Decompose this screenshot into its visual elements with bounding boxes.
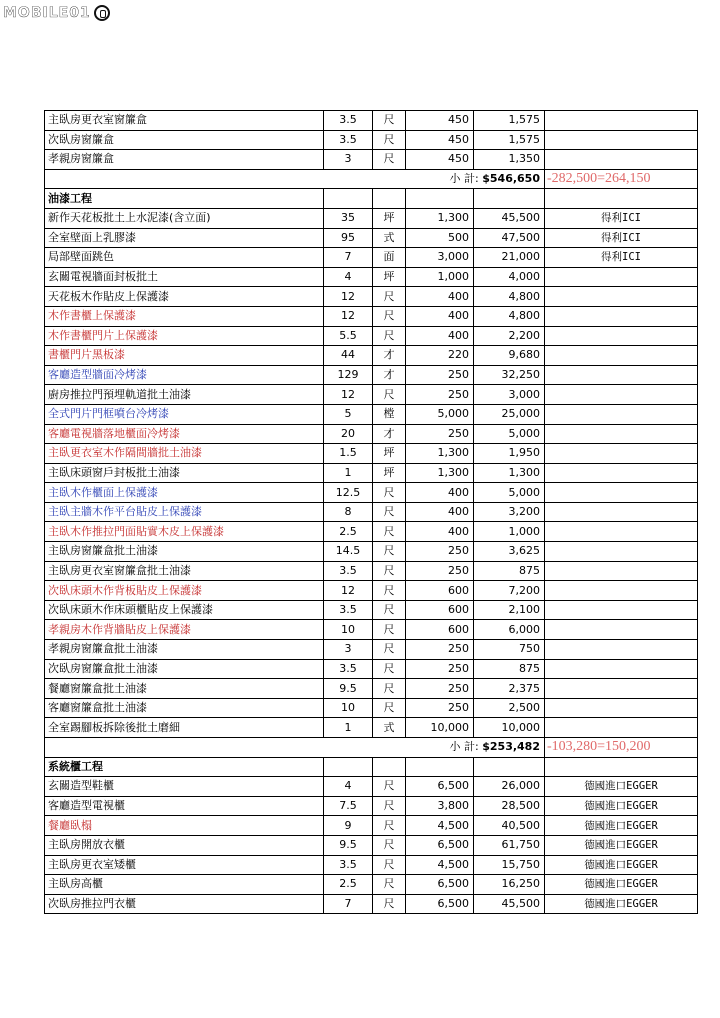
section-header-row: [45, 189, 698, 209]
item-unit: 尺: [373, 522, 406, 542]
item-note: 德國進口EGGER: [545, 835, 698, 855]
item-note: [545, 561, 698, 581]
item-unit-price: 250: [406, 561, 474, 581]
item-note: [545, 620, 698, 640]
item-unit-price: 400: [406, 502, 474, 522]
item-quantity: 129: [324, 365, 373, 385]
item-unit-price: 3,800: [406, 796, 474, 816]
item-amount: 2,100: [474, 600, 545, 620]
item-quantity: 44: [324, 346, 373, 366]
item-note: [545, 502, 698, 522]
quotation-table: [44, 110, 698, 914]
item-name: 主臥房窗簾盒批土油漆: [45, 542, 324, 562]
item-unit-price: 250: [406, 385, 474, 405]
item-amount: 6,000: [474, 620, 545, 640]
item-amount: 47,500: [474, 228, 545, 248]
table-row: [45, 463, 698, 483]
item-unit-price: 6,500: [406, 777, 474, 797]
table-row: [45, 444, 698, 464]
item-quantity: 2.5: [324, 875, 373, 895]
item-amount: 28,500: [474, 796, 545, 816]
item-name: 主臥房更衣室窗簾盒: [45, 111, 324, 131]
handwritten-calculation: -282,500=264,150: [545, 169, 698, 189]
item-amount: 4,000: [474, 267, 545, 287]
table-row: [45, 150, 698, 170]
item-quantity: 1.5: [324, 444, 373, 464]
item-unit: 尺: [373, 581, 406, 601]
item-note: 德國進口EGGER: [545, 875, 698, 895]
item-unit-price: 400: [406, 483, 474, 503]
subtotal-value: $253,482: [482, 740, 540, 754]
section-header-row: [45, 757, 698, 777]
item-quantity: 9: [324, 816, 373, 836]
item-unit-price: 600: [406, 581, 474, 601]
item-note: [545, 306, 698, 326]
item-name: 新作天花板批土上水泥漆(含立面): [45, 208, 324, 228]
item-unit: 尺: [373, 855, 406, 875]
item-name: 木作書櫃上保護漆: [45, 306, 324, 326]
item-quantity: 4: [324, 267, 373, 287]
item-note: [545, 326, 698, 346]
item-unit-price: 6,500: [406, 894, 474, 914]
item-amount: 45,500: [474, 208, 545, 228]
item-unit: 尺: [373, 561, 406, 581]
item-quantity: 10: [324, 698, 373, 718]
item-note: 得利ICI: [545, 228, 698, 248]
item-note: [545, 150, 698, 170]
item-quantity: 3.5: [324, 111, 373, 131]
item-quantity: 12: [324, 306, 373, 326]
table-row: [45, 404, 698, 424]
item-name: 玄關電視牆面封板批土: [45, 267, 324, 287]
item-unit-price: 1,300: [406, 463, 474, 483]
item-note: [545, 424, 698, 444]
item-note: [545, 444, 698, 464]
item-name: 客廳造型電視櫃: [45, 796, 324, 816]
item-unit-price: 10,000: [406, 718, 474, 738]
mobile01-logo: [3, 2, 110, 24]
item-name: 主臥主牆木作平台貼皮上保護漆: [45, 502, 324, 522]
item-name: 餐廳臥榻: [45, 816, 324, 836]
item-unit: 尺: [373, 777, 406, 797]
table-row: [45, 835, 698, 855]
item-name: 玄關造型鞋櫃: [45, 777, 324, 797]
item-unit: 尺: [373, 150, 406, 170]
item-unit-price: 6,500: [406, 835, 474, 855]
item-unit: 坪: [373, 463, 406, 483]
item-unit-price: 5,000: [406, 404, 474, 424]
item-quantity: 3.5: [324, 659, 373, 679]
item-name: 全室踢腳板拆除後批土磨細: [45, 718, 324, 738]
item-amount: 32,250: [474, 365, 545, 385]
table-row: [45, 894, 698, 914]
item-note: 德國進口EGGER: [545, 796, 698, 816]
logo-text: MOBILE01: [3, 5, 91, 21]
item-quantity: 10: [324, 620, 373, 640]
item-unit: 尺: [373, 326, 406, 346]
item-quantity: 1: [324, 463, 373, 483]
table-row: [45, 620, 698, 640]
item-quantity: 20: [324, 424, 373, 444]
item-amount: 15,750: [474, 855, 545, 875]
empty-cell: [545, 189, 698, 209]
item-amount: 750: [474, 640, 545, 660]
item-name: 次臥床頭木作背板貼皮上保護漆: [45, 581, 324, 601]
item-quantity: 2.5: [324, 522, 373, 542]
item-quantity: 35: [324, 208, 373, 228]
item-note: [545, 522, 698, 542]
item-unit: 尺: [373, 659, 406, 679]
item-unit: 才: [373, 365, 406, 385]
item-unit: 式: [373, 228, 406, 248]
item-amount: 1,350: [474, 150, 545, 170]
item-quantity: 5: [324, 404, 373, 424]
table-row: [45, 875, 698, 895]
item-unit: 才: [373, 346, 406, 366]
item-amount: 3,200: [474, 502, 545, 522]
item-note: [545, 698, 698, 718]
item-quantity: 12.5: [324, 483, 373, 503]
item-amount: 5,000: [474, 483, 545, 503]
item-unit-price: 250: [406, 542, 474, 562]
item-quantity: 12: [324, 385, 373, 405]
empty-cell: [545, 757, 698, 777]
table-row: [45, 130, 698, 150]
item-quantity: 3: [324, 150, 373, 170]
item-unit-price: 250: [406, 640, 474, 660]
item-note: [545, 130, 698, 150]
item-quantity: 7: [324, 894, 373, 914]
table-row: [45, 111, 698, 131]
subtotal-cell: [45, 169, 545, 189]
item-amount: 16,250: [474, 875, 545, 895]
item-amount: 875: [474, 659, 545, 679]
item-name: 主臥房開放衣櫃: [45, 835, 324, 855]
item-unit-price: 1,300: [406, 444, 474, 464]
item-name: 書櫃門片黑板漆: [45, 346, 324, 366]
item-amount: 4,800: [474, 306, 545, 326]
item-amount: 875: [474, 561, 545, 581]
item-quantity: 9.5: [324, 835, 373, 855]
item-unit-price: 450: [406, 111, 474, 131]
item-name: 孝親房窗簾盒: [45, 150, 324, 170]
item-amount: 1,575: [474, 130, 545, 150]
item-note: [545, 679, 698, 699]
item-quantity: 5.5: [324, 326, 373, 346]
item-quantity: 12: [324, 287, 373, 307]
item-unit: 尺: [373, 796, 406, 816]
item-amount: 1,575: [474, 111, 545, 131]
item-note: 德國進口EGGER: [545, 816, 698, 836]
table-row: [45, 600, 698, 620]
item-name: 全式門片門框噴台冷烤漆: [45, 404, 324, 424]
table-row: [45, 287, 698, 307]
item-unit-price: 3,000: [406, 248, 474, 268]
table-row: [45, 385, 698, 405]
item-unit: 尺: [373, 640, 406, 660]
item-quantity: 3: [324, 640, 373, 660]
item-unit: 坪: [373, 208, 406, 228]
item-quantity: 95: [324, 228, 373, 248]
item-unit-price: 4,500: [406, 855, 474, 875]
table-row: [45, 208, 698, 228]
item-unit: 尺: [373, 600, 406, 620]
table-row: [45, 346, 698, 366]
item-unit: 尺: [373, 287, 406, 307]
item-unit: 尺: [373, 130, 406, 150]
item-note: 德國進口EGGER: [545, 894, 698, 914]
item-unit-price: 450: [406, 130, 474, 150]
table-row: [45, 561, 698, 581]
item-name: 孝親房木作背牆貼皮上保護漆: [45, 620, 324, 640]
item-quantity: 7: [324, 248, 373, 268]
table-row: [45, 796, 698, 816]
item-name: 主臥房高櫃: [45, 875, 324, 895]
item-unit: 樘: [373, 404, 406, 424]
item-amount: 21,000: [474, 248, 545, 268]
item-quantity: 14.5: [324, 542, 373, 562]
item-name: 餐廳窗簾盒批土油漆: [45, 679, 324, 699]
item-unit: 才: [373, 424, 406, 444]
item-amount: 2,500: [474, 698, 545, 718]
item-name: 主臥床頭窗戶封板批土油漆: [45, 463, 324, 483]
item-unit: 式: [373, 718, 406, 738]
item-quantity: 3.5: [324, 600, 373, 620]
item-unit-price: 250: [406, 365, 474, 385]
item-quantity: 1: [324, 718, 373, 738]
item-amount: 26,000: [474, 777, 545, 797]
item-amount: 2,200: [474, 326, 545, 346]
table-row: [45, 267, 698, 287]
item-unit: 尺: [373, 875, 406, 895]
item-amount: 1,000: [474, 522, 545, 542]
item-name: 次臥房窗簾盒: [45, 130, 324, 150]
item-unit-price: 450: [406, 150, 474, 170]
item-amount: 40,500: [474, 816, 545, 836]
section-title: 油漆工程: [45, 189, 324, 209]
item-quantity: 3.5: [324, 561, 373, 581]
item-name: 主臥木作推拉門面貼實木皮上保護漆: [45, 522, 324, 542]
item-name: 孝親房窗簾盒批土油漆: [45, 640, 324, 660]
item-unit: 尺: [373, 620, 406, 640]
table-row: [45, 502, 698, 522]
item-name: 客廳造型牆面冷烤漆: [45, 365, 324, 385]
empty-cell: [474, 189, 545, 209]
item-quantity: 7.5: [324, 796, 373, 816]
item-unit-price: 600: [406, 620, 474, 640]
item-unit-price: 220: [406, 346, 474, 366]
item-amount: 10,000: [474, 718, 545, 738]
item-unit-price: 500: [406, 228, 474, 248]
item-unit-price: 400: [406, 522, 474, 542]
item-name: 主臥木作櫃面上保護漆: [45, 483, 324, 503]
table-row: [45, 522, 698, 542]
empty-cell: [474, 757, 545, 777]
item-amount: 61,750: [474, 835, 545, 855]
item-amount: 1,300: [474, 463, 545, 483]
item-name: 客廳電視牆落地櫃面冷烤漆: [45, 424, 324, 444]
item-note: 得利ICI: [545, 208, 698, 228]
table-row: [45, 228, 698, 248]
item-quantity: 4: [324, 777, 373, 797]
item-unit: 尺: [373, 306, 406, 326]
item-unit: 尺: [373, 894, 406, 914]
item-name: 局部壁面跳色: [45, 248, 324, 268]
item-unit: 尺: [373, 385, 406, 405]
item-unit-price: 400: [406, 306, 474, 326]
empty-cell: [324, 757, 373, 777]
item-note: [545, 267, 698, 287]
item-note: [545, 287, 698, 307]
table-row: [45, 483, 698, 503]
item-unit-price: 250: [406, 659, 474, 679]
subtotal-row: [45, 738, 698, 758]
empty-cell: [406, 757, 474, 777]
item-name: 主臥房更衣室矮櫃: [45, 855, 324, 875]
item-amount: 45,500: [474, 894, 545, 914]
item-unit: 面: [373, 248, 406, 268]
subtotal-cell: [45, 738, 545, 758]
item-note: 德國進口EGGER: [545, 777, 698, 797]
item-amount: 7,200: [474, 581, 545, 601]
item-unit: 尺: [373, 835, 406, 855]
table-row: [45, 581, 698, 601]
item-unit: 坪: [373, 267, 406, 287]
item-unit: 尺: [373, 111, 406, 131]
table-row: [45, 718, 698, 738]
item-name: 次臥床頭木作床頭櫃貼皮上保護漆: [45, 600, 324, 620]
item-quantity: 8: [324, 502, 373, 522]
item-note: [545, 483, 698, 503]
item-unit: 尺: [373, 816, 406, 836]
item-unit-price: 250: [406, 424, 474, 444]
item-quantity: 3.5: [324, 855, 373, 875]
item-note: [545, 463, 698, 483]
item-note: 德國進口EGGER: [545, 855, 698, 875]
item-name: 天花板木作貼皮上保護漆: [45, 287, 324, 307]
item-unit: 尺: [373, 679, 406, 699]
item-unit-price: 6,500: [406, 875, 474, 895]
table-row: [45, 326, 698, 346]
table-row: [45, 248, 698, 268]
item-unit: 尺: [373, 542, 406, 562]
item-note: [545, 404, 698, 424]
table-row: [45, 365, 698, 385]
item-amount: 2,375: [474, 679, 545, 699]
item-name: 次臥房窗簾盒批土油漆: [45, 659, 324, 679]
item-note: [545, 718, 698, 738]
empty-cell: [324, 189, 373, 209]
table-row: [45, 816, 698, 836]
subtotal-label: 小 計:: [449, 740, 479, 754]
empty-cell: [373, 189, 406, 209]
item-amount: 3,000: [474, 385, 545, 405]
table-row: [45, 777, 698, 797]
item-name: 客廳窗簾盒批土油漆: [45, 698, 324, 718]
item-unit-price: 400: [406, 326, 474, 346]
item-unit-price: 4,500: [406, 816, 474, 836]
item-note: 得利ICI: [545, 248, 698, 268]
item-note: [545, 346, 698, 366]
item-quantity: 9.5: [324, 679, 373, 699]
item-amount: 5,000: [474, 424, 545, 444]
item-unit: 尺: [373, 483, 406, 503]
item-note: [545, 542, 698, 562]
item-name: 廚房推拉門預埋軌道批土油漆: [45, 385, 324, 405]
section-title: 系統櫃工程: [45, 757, 324, 777]
logo-emblem-icon: [94, 5, 110, 21]
item-note: [545, 640, 698, 660]
empty-cell: [406, 189, 474, 209]
table-row: [45, 659, 698, 679]
table-row: [45, 306, 698, 326]
item-name: 主臥更衣室木作隔間牆批土油漆: [45, 444, 324, 464]
item-note: [545, 365, 698, 385]
table-row: [45, 640, 698, 660]
subtotal-row: [45, 169, 698, 189]
table-row: [45, 679, 698, 699]
item-quantity: 3.5: [324, 130, 373, 150]
table-row: [45, 424, 698, 444]
item-unit-price: 400: [406, 287, 474, 307]
item-unit-price: 600: [406, 600, 474, 620]
item-note: [545, 600, 698, 620]
table-row: [45, 698, 698, 718]
subtotal-value: $546,650: [482, 172, 540, 186]
item-quantity: 12: [324, 581, 373, 601]
item-amount: 3,625: [474, 542, 545, 562]
subtotal-label: 小 計:: [449, 172, 479, 186]
empty-cell: [373, 757, 406, 777]
item-unit: 坪: [373, 444, 406, 464]
item-amount: 25,000: [474, 404, 545, 424]
item-unit-price: 1,300: [406, 208, 474, 228]
item-note: [545, 659, 698, 679]
item-amount: 4,800: [474, 287, 545, 307]
item-name: 全室壁面上乳膠漆: [45, 228, 324, 248]
table-row: [45, 855, 698, 875]
item-name: 木作書櫃門片上保護漆: [45, 326, 324, 346]
item-note: [545, 581, 698, 601]
item-amount: 1,950: [474, 444, 545, 464]
handwritten-calculation: -103,280=150,200: [545, 738, 698, 758]
item-unit-price: 250: [406, 698, 474, 718]
item-name: 主臥房更衣室窗簾盒批土油漆: [45, 561, 324, 581]
table-row: [45, 542, 698, 562]
item-amount: 9,680: [474, 346, 545, 366]
item-note: [545, 385, 698, 405]
item-unit: 尺: [373, 698, 406, 718]
item-unit: 尺: [373, 502, 406, 522]
item-name: 次臥房推拉門衣櫃: [45, 894, 324, 914]
item-note: [545, 111, 698, 131]
item-unit-price: 1,000: [406, 267, 474, 287]
item-unit-price: 250: [406, 679, 474, 699]
